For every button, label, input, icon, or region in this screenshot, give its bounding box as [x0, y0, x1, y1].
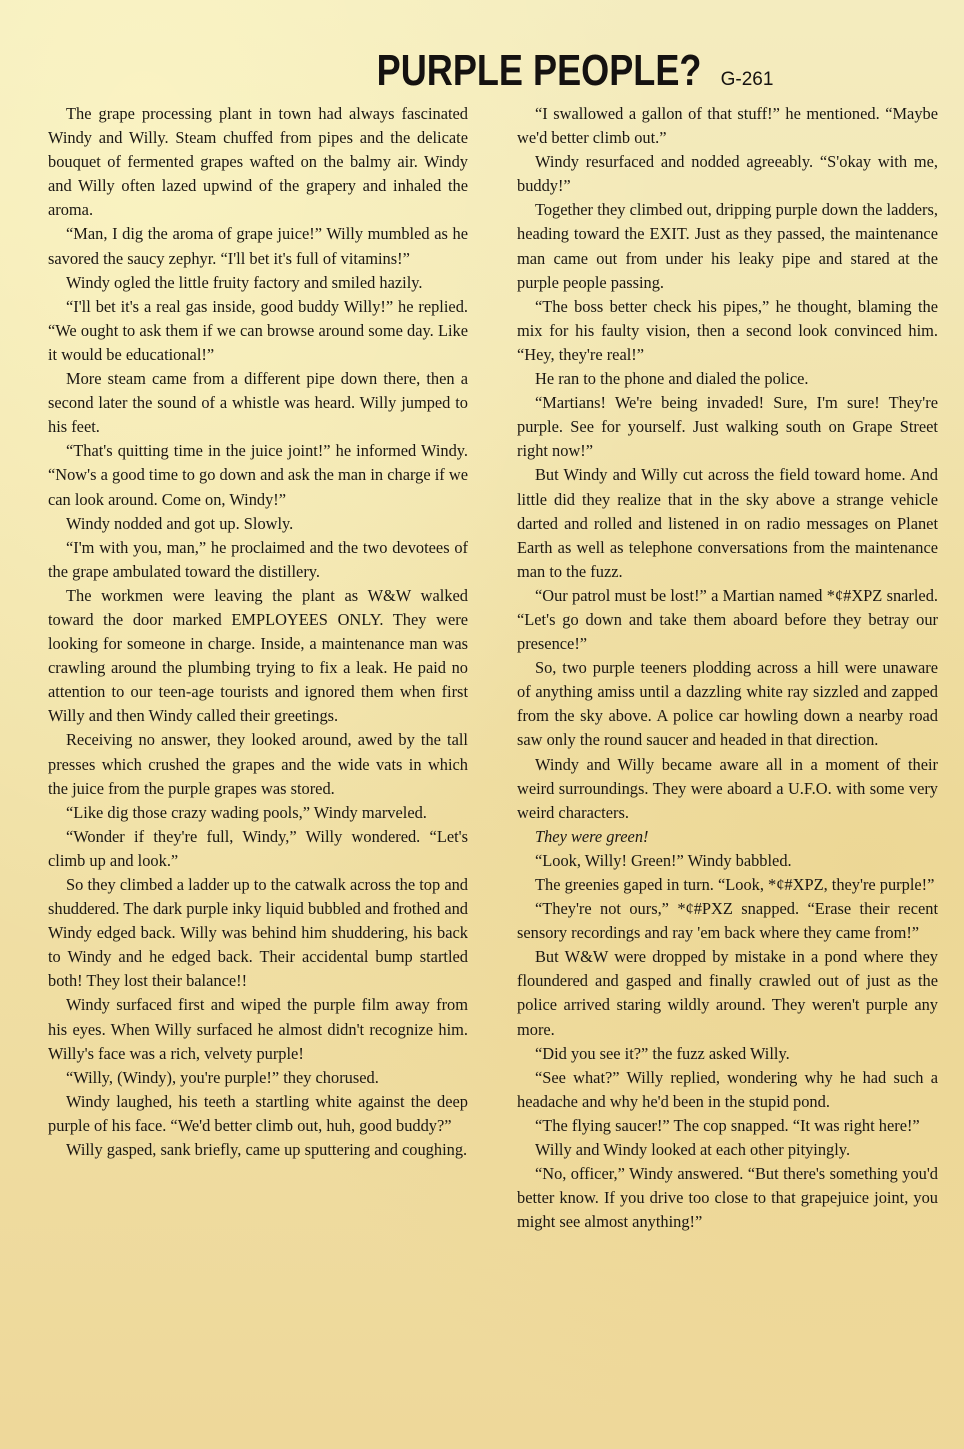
paragraph: “Man, I dig the aroma of grape juice!” Willy mumbled as he savored the saucy zephyr. “I'll bet it's full of vitamins!”	[48, 224, 468, 268]
paragraph: Windy surfaced first and wiped the purple film away from his eyes. When Willy surfaced he almost didn't recognize him. Willy's face was a rich, velvety purple!	[48, 995, 468, 1063]
paragraph: He ran to the phone and dialed the police.	[535, 369, 809, 389]
paragraph: “Martians! We're being invaded! Sure, I'm sure! They're purple. See for yourself. Just walking south on Grape Street right now!”	[517, 393, 938, 461]
paragraph: “The boss better check his pipes,” he thought, blaming the mix for his faulty vision, then a second look convinced him. “Hey, they're real!”	[517, 296, 938, 364]
paragraph: Willy and Windy looked at each other pityingly.	[535, 1140, 851, 1160]
paragraph: “No, officer,” Windy answered. “But there's something you'd better know. If you drive too close to that grapejuice joint, you might see almost anything!”	[517, 1164, 938, 1232]
paragraph: “I swallowed a gallon of that stuff!” he mentioned. “Maybe we'd better climb out.”	[517, 104, 938, 148]
paragraph: “Look, Willy! Green!” Windy babbled.	[535, 850, 792, 870]
paragraph: But Windy and Willy cut across the field toward home. And little did they realize that in the sky above a strange vehicle darted and rolled and listened in on radio messages on Planet Earth as well as telephone conversations from the maintenance man to the fuzz.	[517, 465, 938, 581]
paragraph: But W&W were dropped by mistake in a pond where they floundered and gasped and finally crawled out of just as the police arrived staring wildly around. They weren't purple any more.	[517, 947, 938, 1039]
paragraph: “I'm with you, man,” he proclaimed and the two devotees of the grape ambulated toward the distillery.	[48, 537, 468, 581]
paragraph: “Willy, (Windy), you're purple!” they chorused.	[66, 1067, 379, 1087]
paragraph: “That's quitting time in the juice joint!” he informed Windy. “Now's a good time to go down and ask the man in charge if we can look around. Come on, Windy!”	[48, 441, 468, 509]
paragraph: So they climbed a ladder up to the catwalk across the top and shuddered. The dark purple inky liquid bubbled and frothed and Windy edged back. Willy was behind him shuddering, his back to Windy and he edged back. Their accidental bump startled both! They lost their balance!!	[48, 875, 468, 991]
paragraph: Willy gasped, sank briefly, came up sputtering and coughing.	[66, 1140, 468, 1160]
paragraph: “I'll bet it's a real gas inside, good buddy Willy!” he replied. “We ought to ask them if we can browse around some day. Like it would be educational!”	[48, 296, 468, 364]
paragraph: The greenies gaped in turn. “Look, *¢#XPZ, they're purple!”	[535, 875, 935, 894]
paragraph: “They're not ours,” *¢#PXZ snapped. “Erase their recent sensory recordings and ray 'em back where they came from!”	[517, 899, 938, 943]
paragraph: Together they climbed out, dripping purple down the ladders, heading toward the EXIT. Just as they passed, the maintenance man came out from under his leaky pipe and stared at the purple people passing.	[517, 200, 938, 292]
paragraph: The grape processing plant in town had always fascinated Windy and Willy. Steam chuffed from pipes and the delicate bouquet of fermented grapes wafted on the balmy air. Windy and Willy often lazed upwind of the grapery and inhaled the aroma.	[48, 104, 468, 220]
paragraph: Windy ogled the little fruity factory and smiled hazily.	[66, 272, 423, 292]
paragraph: “See what?” Willy replied, wondering why he had such a headache and why he'd been in the stupid pond.	[517, 1067, 938, 1111]
paragraph: Windy nodded and got up. Slowly.	[66, 513, 294, 533]
right-column	[517, 102, 938, 1234]
paragraph: Windy resurfaced and nodded agreeably. “S'okay with me, buddy!”	[517, 152, 938, 196]
paragraph: They were green!	[535, 826, 649, 846]
paragraph: The workmen were leaving the plant as W&W walked toward the door marked EMPLOYEES ONLY. They were looking for someone in charge. Inside, a maintenance man was crawling around the plumbing trying to fix a leak. He paid no attention to our teen-age tourists and ignored them when first Willy and then Windy called their greetings.	[48, 585, 468, 726]
title-block	[0, 46, 964, 102]
paragraph: Windy laughed, his teeth a startling white against the deep purple of his face. “We'd better climb out, huh, good buddy?”	[48, 1091, 468, 1135]
paragraph: “The flying saucer!” The cop snapped. “It was right here!”	[535, 1115, 920, 1135]
story-title: PURPLE PEOPLE?	[376, 46, 701, 95]
paragraph: “Our patrol must be lost!” a Martian named *¢#XPZ snarled. “Let's go down and take them aboard before they betray our presence!”	[517, 585, 938, 654]
page-code: G-261	[720, 69, 774, 90]
paragraph: Windy and Willy became aware all in a moment of their weird surroundings. They were aboard a U.F.O. with some very weird characters.	[517, 754, 938, 822]
paragraph: Receiving no answer, they looked around, awed by the tall presses which crushed the grapes and the wide vats in which the juice from the purple grapes was stored.	[48, 730, 468, 798]
paragraph: So, two purple teeners plodding across a hill were unaware of anything amiss until a dazzling white ray sizzled and zapped from the sky above. A police car howling down a nearby road saw only the round saucer and headed in that direction.	[517, 658, 938, 750]
paragraph: “Like dig those crazy wading pools,” Windy marveled.	[66, 802, 427, 822]
paragraph: “Did you see it?” the fuzz asked Willy.	[535, 1043, 790, 1063]
paragraph: More steam came from a different pipe down there, then a second later the sound of a whistle was heard. Willy jumped to his feet.	[48, 369, 468, 437]
left-column	[48, 102, 468, 1162]
paragraph: “Wonder if they're full, Windy,” Willy wondered. “Let's climb up and look.”	[48, 826, 468, 870]
